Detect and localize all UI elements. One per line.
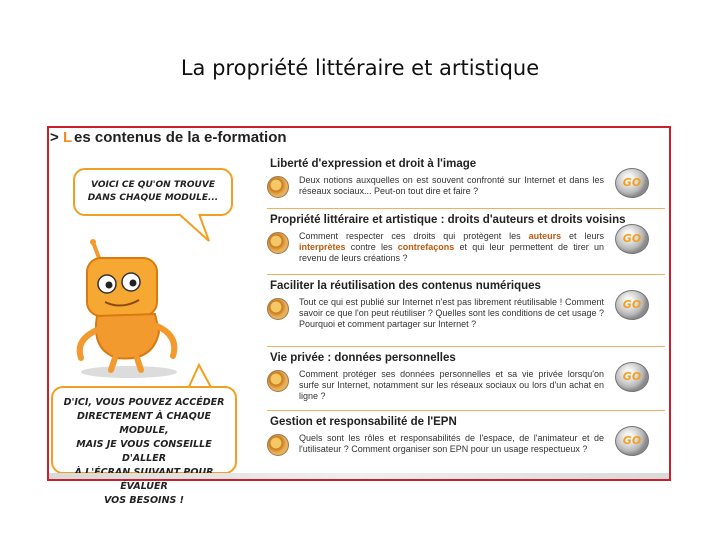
module-bullet-icon [267,434,289,456]
e-formation-panel [47,126,671,506]
slide-title: La propriété littéraire et artistique [180,56,540,80]
module-divider [267,274,665,275]
module-bullet-icon [267,370,289,392]
module-vie-privee [267,352,667,414]
panel-header [49,128,669,150]
module-liberte-expression [267,158,667,220]
desc-highlight: auteurs [528,231,562,241]
go-button[interactable]: GO [615,224,649,254]
module-bullet-icon [267,176,289,198]
module-divider [267,410,665,411]
module-title: Liberté d'expression et droit à l'image [270,158,477,170]
bubble-tail-top [169,213,219,243]
module-divider [267,208,665,209]
module-propriete-litteraire [267,214,667,276]
module-bullet-icon [267,298,289,320]
module-title: Gestion et responsabilité de l'EPN [270,416,457,428]
bubble-bottom-line: VOS BESOINS ! [103,495,185,506]
bubble-bottom-line: MAIS JE VOUS CONSEILLE D'ALLER [76,439,212,464]
desc-text: contre les [345,242,398,252]
bubble-bottom-line: DIRECTEMENT À CHAQUE MODULE, [76,411,212,436]
desc-text: et qui leur permettent de tirer un revenu de leurs créations ? [299,242,604,263]
panel-heading: es contenus de la e-formation [74,129,287,146]
go-button[interactable]: GO [615,168,649,198]
header-arrow: > [50,129,59,146]
go-button[interactable]: GO [615,290,649,320]
speech-bubble-bottom [51,386,237,506]
module-title: Vie privée : données personnelles [270,352,456,364]
desc-highlight: interprètes [299,242,346,252]
go-button[interactable]: GO [615,426,649,456]
bubble-bottom-line: D'ICI, VOUS POUVEZ ACCÉDER [63,397,225,408]
module-bullet-icon [267,232,289,254]
module-description: Tout ce qui est publié sur Internet n'est pas librement réutilisable ! Comment savoir ce que l'on peut réutiliser ? Quelles sont les conditions de cet usage ? Pourquoi et comment partager sur Internet ? [299,297,604,329]
desc-text: Comment respecter ces droits qui protègent les [299,231,529,241]
module-title: Faciliter la réutilisation des contenus numériques [270,280,541,292]
go-button[interactable]: GO [615,362,649,392]
panel-bottom-bar [49,473,669,479]
header-first-letter: L [63,129,73,146]
module-description: Quels sont les rôles et responsabilités de l'espace, de l'animateur et de l'utilisateur ? Comment organiser son EPN pour un usage respectueux ? [299,433,604,454]
module-gestion-epn [267,416,667,478]
mascot-illustration [57,240,207,380]
speech-bubble-top [73,168,233,216]
module-description [299,231,604,264]
bubble-top-line: DANS CHAQUE MODULE... [87,193,219,203]
desc-highlight: contrefaçons [397,242,455,252]
desc-text: et leurs [561,231,605,241]
module-description: Comment protéger ses données personnelles et sa vie privée lorsqu'on surfe sur Internet, notamment sur les réseaux sociaux ou lors d'un achat en ligne ? [299,369,604,401]
module-reutilisation [267,280,667,350]
module-title: Propriété littéraire et artistique : droits d'auteurs et droits voisins [270,214,626,226]
module-divider [267,346,665,347]
bubble-bottom-line: ÉVALUER [120,481,168,492]
module-description: Deux notions auxquelles on est souvent confronté sur Internet et dans les réseaux sociaux... Peut-on tout dire et faire ? [299,175,604,196]
bubble-top-line: VOICI CE QU'ON TROUVE [91,180,215,190]
